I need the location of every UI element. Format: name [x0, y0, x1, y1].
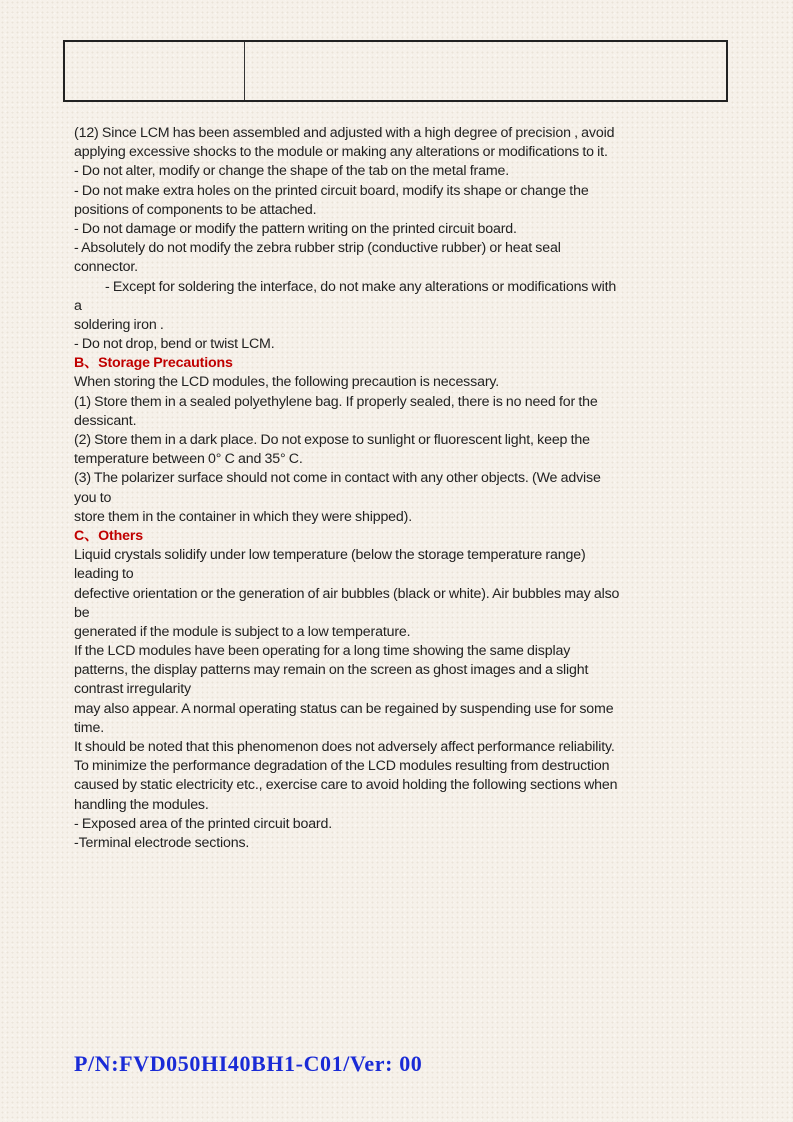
text-line: positions of components to be attached.: [74, 201, 317, 218]
text-line: caused by static electricity etc., exercise care to avoid holding the following sections when: [74, 777, 618, 794]
text-line: (2) Store them in a dark place. Do not expose to sunlight or fluorescent light, keep the: [74, 432, 590, 448]
bullet-line: -Terminal electrode sections.: [74, 834, 250, 851]
text-line: patterns, the display patterns may remain on the screen as ghost images and a slight: [74, 662, 589, 679]
bullet-line: - Do not drop, bend or twist LCM.: [74, 336, 275, 353]
text-line: (3) The polarizer surface should not come in contact with any other objects. (We advise: [74, 470, 601, 487]
text-line: soldering iron .: [74, 316, 164, 333]
bullet-line: - Exposed area of the printed circuit board.: [74, 815, 333, 832]
text-line: you to: [74, 489, 112, 506]
text-line: leading to: [74, 566, 134, 583]
text-line: be: [74, 604, 90, 621]
text-line: contrast irregularity: [74, 681, 191, 698]
text-line: To minimize the performance degradation of the LCD modules resulting from destruction: [74, 758, 610, 775]
text-line: temperature between 0° C and 35° C.: [74, 451, 303, 468]
text-line: time.: [74, 719, 104, 736]
text-line: generated if the module is subject to a low temperature.: [74, 623, 411, 640]
bullet-line: - Do not damage or modify the pattern writing on the printed circuit board.: [74, 220, 517, 237]
text-line: applying excessive shocks to the module or making any alterations or modifications to it.: [74, 144, 608, 161]
section-heading-storage: B、Storage Precautions: [74, 355, 233, 372]
bullet-line: - Do not make extra holes on the printed circuit board, modify its shape or change the: [74, 182, 589, 199]
text-line: (1) Store them in a sealed polyethylene bag. If properly sealed, there is no need for the: [74, 393, 598, 410]
text-line: a: [74, 297, 82, 314]
text-line: Liquid crystals solidify under low temperature (below the storage temperature range): [74, 547, 586, 564]
header-table: [63, 40, 728, 102]
text-line: connector.: [74, 259, 138, 276]
bullet-line: - Absolutely do not modify the zebra rubber strip (conductive rubber) or heat seal: [74, 240, 561, 257]
text-line: store them in the container in which they were shipped).: [74, 508, 413, 525]
part-number-footer: P/N:FVD050HI40BH1-C01/Ver: 00: [74, 1051, 423, 1076]
bullet-line: - Do not alter, modify or change the shape of the tab on the metal frame.: [74, 163, 510, 180]
text-line: It should be noted that this phenomenon does not adversely affect performance reliability.: [74, 739, 615, 755]
document-body: [74, 124, 719, 853]
text-line: may also appear. A normal operating status can be regained by suspending use for some: [74, 700, 614, 717]
text-line: (12) Since LCM has been assembled and adjusted with a high degree of precision , avoid: [74, 125, 615, 141]
header-cell-title: [245, 42, 726, 100]
text-line: handling the modules.: [74, 796, 209, 813]
section-heading-others: C、Others: [74, 527, 143, 544]
bullet-line: - Except for soldering the interface, do not make any alterations or modifications with: [105, 278, 617, 295]
text-line: When storing the LCD modules, the following precaution is necessary.: [74, 374, 500, 391]
text-line: dessicant.: [74, 412, 137, 429]
text-line: If the LCD modules have been operating for a long time showing the same display: [74, 643, 571, 660]
header-cell-logo: [65, 42, 245, 100]
text-line: defective orientation or the generation of air bubbles (black or white). Air bubbles may also: [74, 585, 620, 602]
